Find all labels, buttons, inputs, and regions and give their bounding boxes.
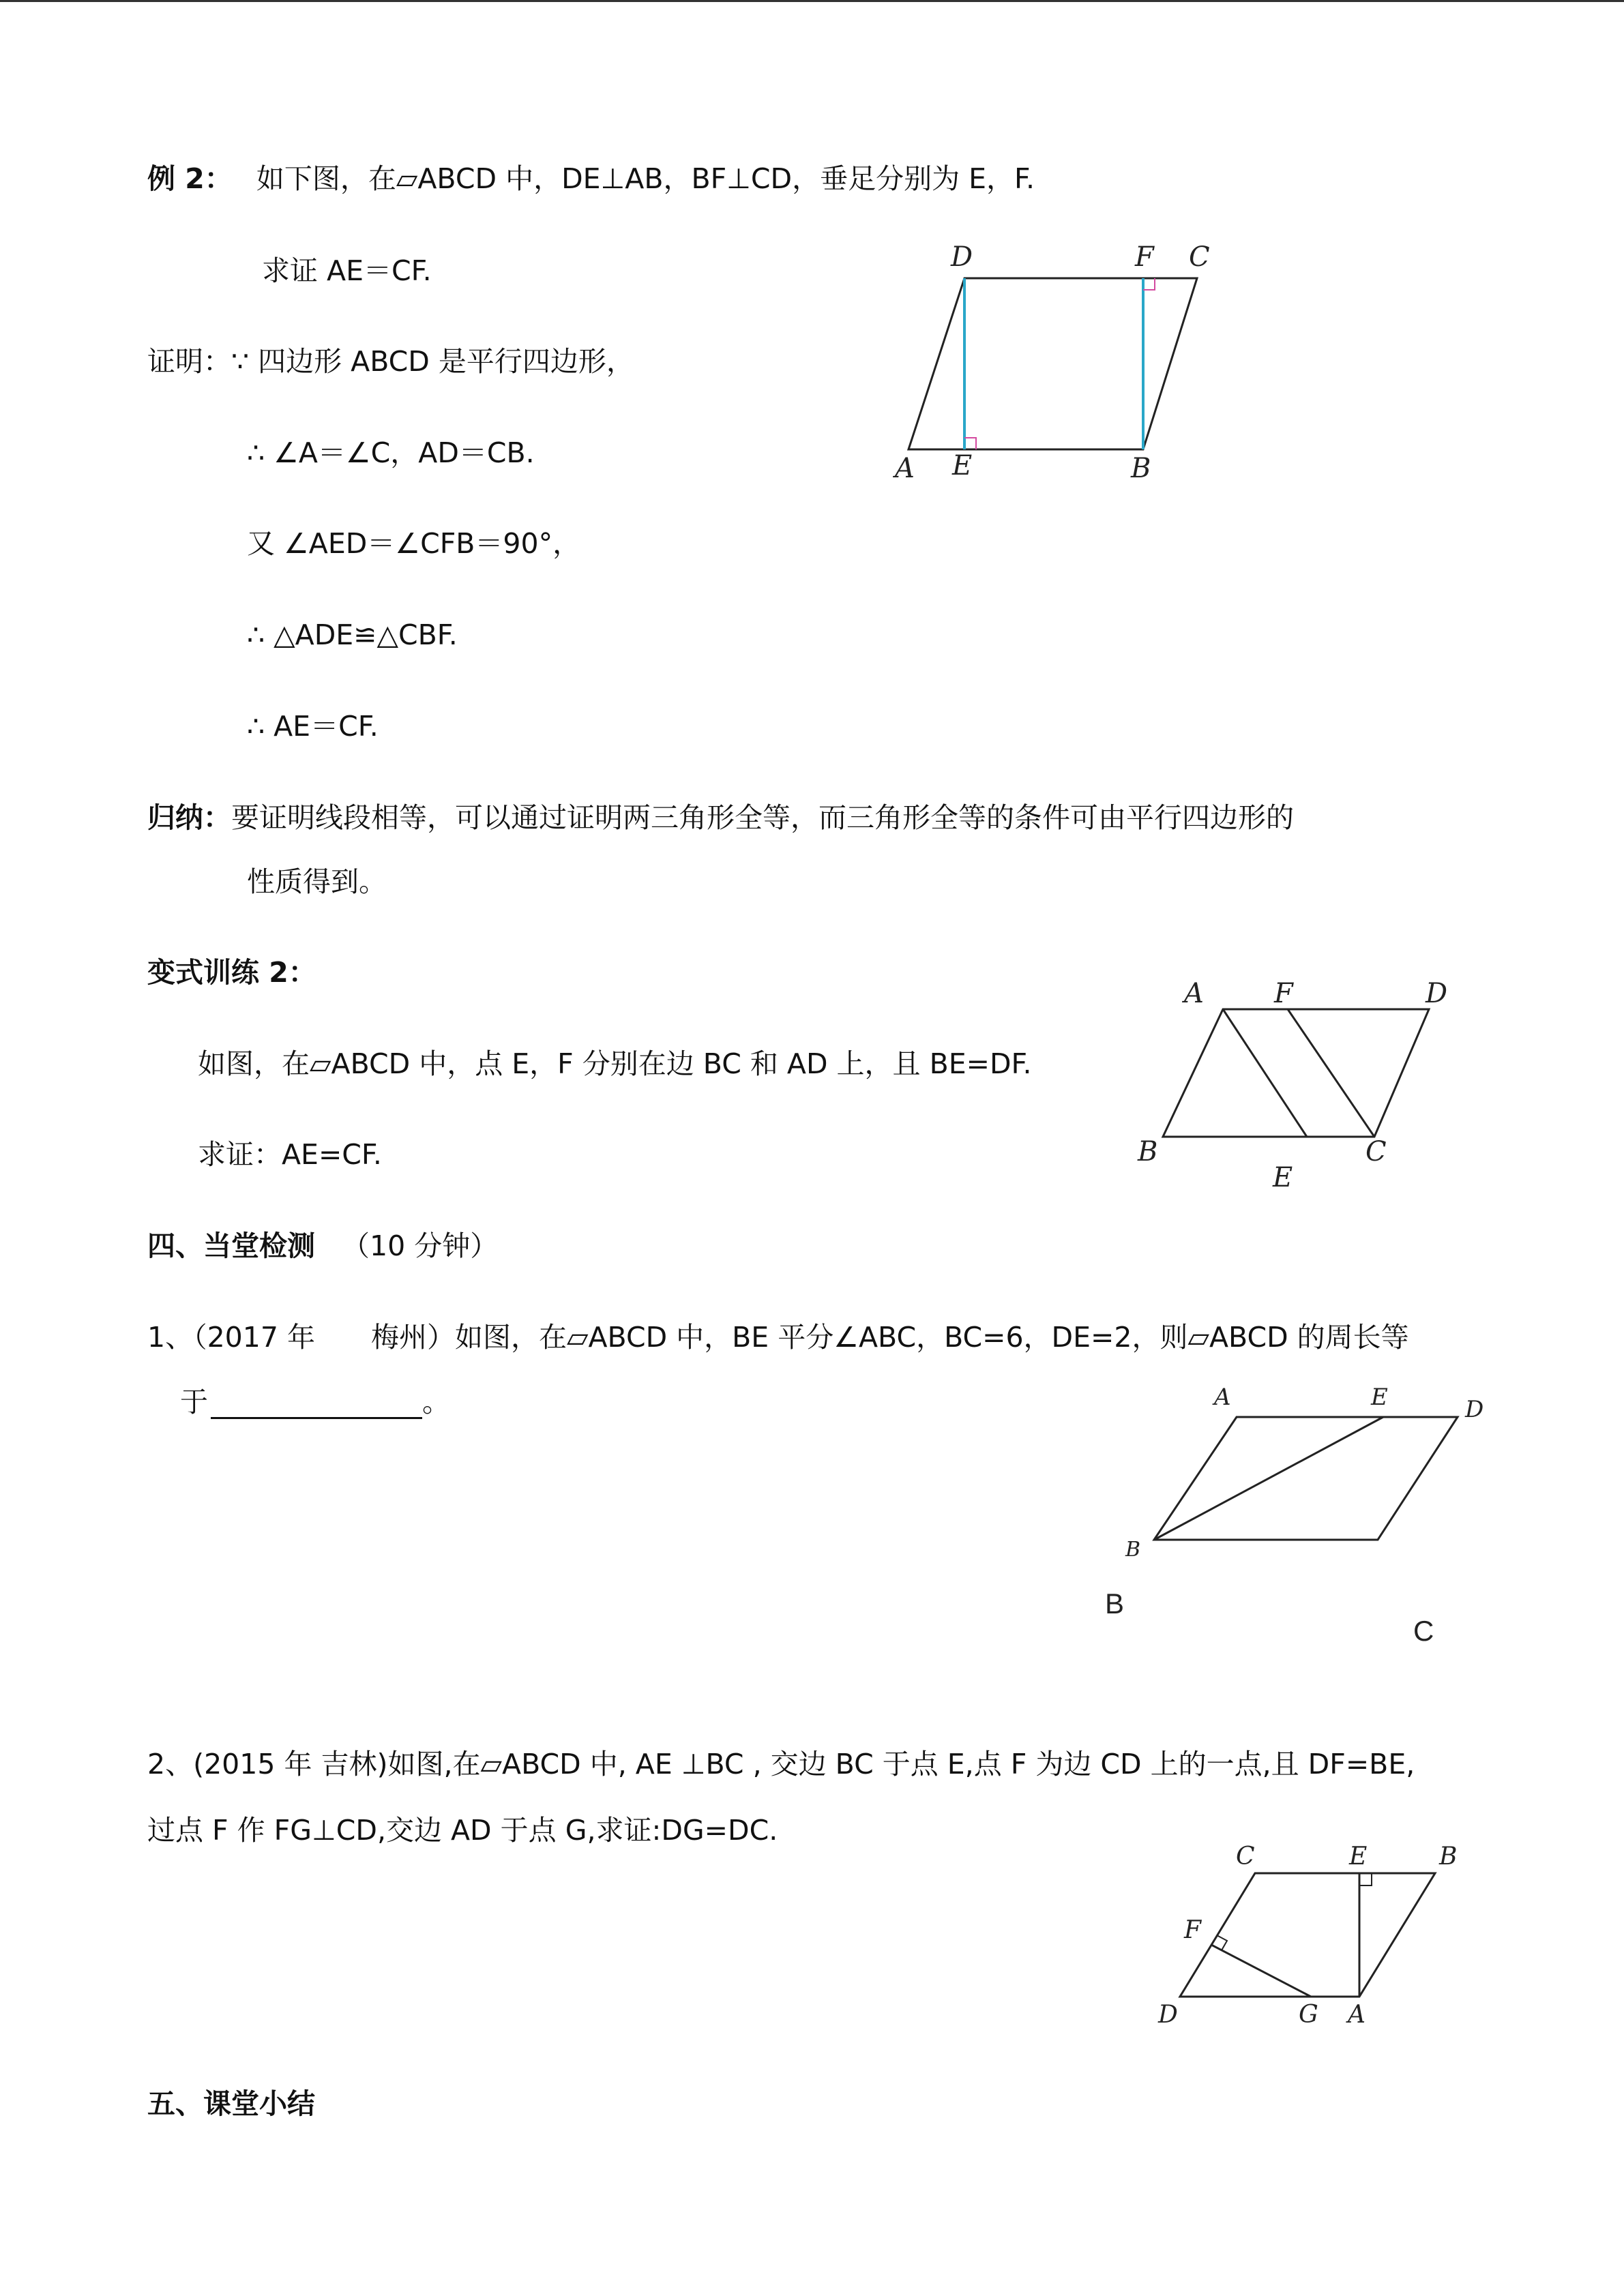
proof-line-3: 又 ∠AED＝∠CFB＝90°， bbox=[247, 527, 581, 560]
label-e-q1: E bbox=[1371, 1384, 1388, 1411]
section4-heading bbox=[147, 1229, 498, 1263]
summary-line-2: 性质得到。 bbox=[247, 865, 387, 898]
label-b-q1: B bbox=[1105, 1587, 1125, 1620]
q2-line-1: 2、(2015 年 吉林)如图,在▱ABCD 中, AE ⊥BC , 交边 BC 于点 E,点 F 为边 CD 上的一点,且 DF=BE, bbox=[147, 1748, 1415, 1780]
summary-text-1: 要证明线段相等，可以通过证明两三角形全等，而三角形全等的条件可由平行四边形的 bbox=[231, 801, 1294, 834]
right-angle-mark-e-q2 bbox=[1359, 1873, 1372, 1885]
example2-figure bbox=[887, 241, 1241, 491]
example2-label: 例 2： bbox=[147, 162, 233, 195]
summary-line-1 bbox=[147, 801, 1294, 835]
q1-prefix: 于 bbox=[180, 1386, 208, 1418]
proof-line-2: ∴ ∠A＝∠C，AD＝CB. bbox=[247, 436, 535, 469]
segment-fc bbox=[1288, 1009, 1374, 1137]
label-f-v2: F bbox=[1274, 978, 1293, 1009]
label-b-v2: B bbox=[1138, 1136, 1158, 1167]
proof-text-1: ∵ 四边形 ABCD 是平行四边形， bbox=[231, 345, 634, 378]
segment-fg bbox=[1211, 1945, 1311, 1997]
label-c-v2: C bbox=[1365, 1136, 1387, 1167]
q1-suffix: 。 bbox=[422, 1386, 450, 1418]
example2-problem: 如下图，在▱ABCD 中，DE⊥AB，BF⊥CD，垂足分别为 E，F. bbox=[256, 162, 1035, 195]
variant2-figure bbox=[1119, 975, 1473, 1207]
section4-title: 四、当堂检测 bbox=[147, 1229, 315, 1262]
label-c: C bbox=[1189, 241, 1210, 273]
section5-title: 五、课堂小结 bbox=[147, 2087, 315, 2120]
label-a: A bbox=[895, 453, 915, 484]
q2-figure bbox=[1132, 1834, 1487, 2039]
label-a-q1: A bbox=[1214, 1384, 1231, 1411]
variant2-title: 变式训练 2： bbox=[147, 956, 316, 989]
label-e-v2: E bbox=[1273, 1162, 1293, 1193]
answer-blank[interactable] bbox=[211, 1391, 422, 1419]
label-g-q2: G bbox=[1299, 2001, 1318, 2029]
parallelogram-abcd-v2 bbox=[1163, 1009, 1429, 1137]
page-top-border bbox=[0, 0, 1624, 2]
parallelogram-abcd-q2 bbox=[1180, 1873, 1435, 1997]
label-a-q2: A bbox=[1348, 2001, 1365, 2029]
label-f-q2: F bbox=[1184, 1916, 1201, 1944]
segment-be bbox=[1154, 1417, 1383, 1540]
variant2-problem: 如图，在▱ABCD 中，点 E，F 分别在边 BC 和 AD 上，且 BE=DF. bbox=[198, 1047, 1032, 1080]
segment-ae bbox=[1223, 1009, 1307, 1137]
proof-line-5: ∴ AE＝CF. bbox=[247, 710, 379, 743]
summary-label: 归纳： bbox=[147, 801, 231, 834]
variant2-prove: 求证：AE=CF. bbox=[198, 1138, 382, 1171]
q2-line-2: 过点 F 作 FG⊥CD,交边 AD 于点 G,求证:DG=DC. bbox=[147, 1814, 778, 1847]
label-c-q1: C bbox=[1413, 1615, 1434, 1647]
label-c-q2: C bbox=[1236, 1843, 1255, 1870]
right-angle-mark-f bbox=[1143, 278, 1155, 290]
proof-line-4: ∴ △ADE≌△CBF. bbox=[247, 618, 458, 651]
section4-time: （10 分钟） bbox=[342, 1229, 499, 1262]
label-d-v2: D bbox=[1426, 978, 1448, 1009]
label-e-q2: E bbox=[1349, 1843, 1368, 1870]
label-d-q2: D bbox=[1158, 2001, 1178, 2029]
label-b: B bbox=[1131, 453, 1151, 484]
parallelogram-abcd-q1 bbox=[1154, 1417, 1458, 1540]
q1-figure bbox=[1105, 1377, 1487, 1664]
label-e: E bbox=[952, 450, 973, 481]
label-d: D bbox=[951, 241, 973, 273]
example2-prove: 求证 AE＝CF. bbox=[262, 254, 432, 287]
q1-line-2 bbox=[180, 1385, 450, 1419]
right-angle-mark-e bbox=[964, 438, 976, 449]
parallelogram-abcd bbox=[909, 278, 1197, 449]
label-d-q1: D bbox=[1465, 1396, 1484, 1423]
label-b-q2: B bbox=[1439, 1843, 1458, 1870]
proof-line-1 bbox=[147, 344, 634, 378]
label-b-q1-small: B bbox=[1125, 1538, 1141, 1562]
proof-label: 证明： bbox=[147, 345, 231, 378]
label-a-v2: A bbox=[1184, 978, 1204, 1009]
q1-line-1: 1、（2017 年 梅州）如图，在▱ABCD 中，BE 平分∠ABC，BC=6，DE=2，则▱ABCD 的周长等 bbox=[147, 1321, 1409, 1354]
label-f: F bbox=[1135, 241, 1154, 273]
example2-header bbox=[147, 162, 1035, 196]
